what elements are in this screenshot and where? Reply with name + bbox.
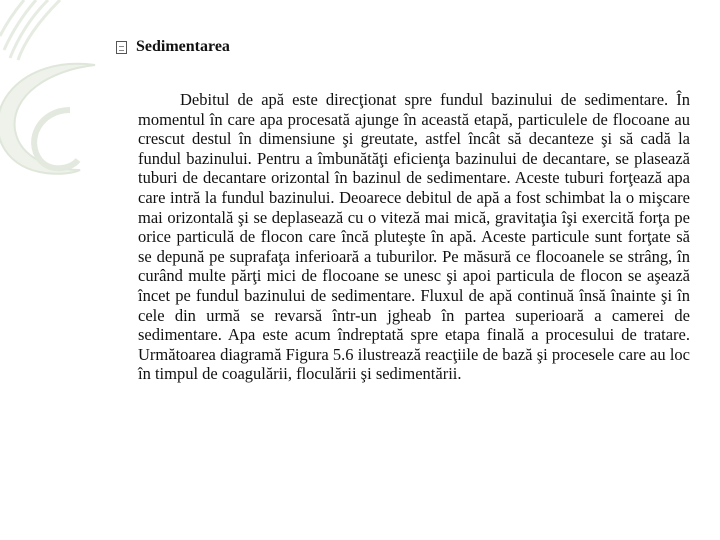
heading-text: Sedimentarea (136, 38, 230, 55)
checkbox-bullet-icon (116, 41, 127, 54)
section-heading (116, 38, 230, 56)
decorative-swirl (0, 0, 150, 540)
body-paragraph: Debitul de apă este direcţionat spre fundul bazinului de sedimentare. În momentul în care apa procesată ajunge în această etapă, particulele de flocoane au crescut destul în dimensiune şi greutate, astfel încât să decanteze şi să cadă la fundul bazinului. Pentru a îmbunătăţi eficienţa bazinului de decantare, se plasează tuburi de decantare orizontal în bazinul de sedimentare. Aceste tuburi forţează apa care intră la fundul bazinului. Deoarece debitul de apă a fost schimbat la o mişcare mai orizontală şi se deplasează cu o viteză mai mică, gravitaţia îşi exercită forţa pe orice particulă de flocon care încă pluteşte în apă. Aceste particule sunt forţate să se depună pe suprafaţa inferioară a tuburilor. Pe măsură ce flocoanele se strâng, în curând multe părţi mici de flocoane se unesc şi apoi particula de flocon se aşează încet pe fundul bazinului de sedimentare. Fluxul de apă continuă însă înainte şi în cele din urmă se revarsă într-un jgheab în partea superioară a camerei de sedimentare. Apa este acum îndreptată spre etapa finală a procesului de tratare. Următoarea diagramă Figura 5.6 ilustrează reacţiile de bază şi procesele care au loc în timpul de coagulării, floculării şi sedimentării. (138, 90, 690, 384)
